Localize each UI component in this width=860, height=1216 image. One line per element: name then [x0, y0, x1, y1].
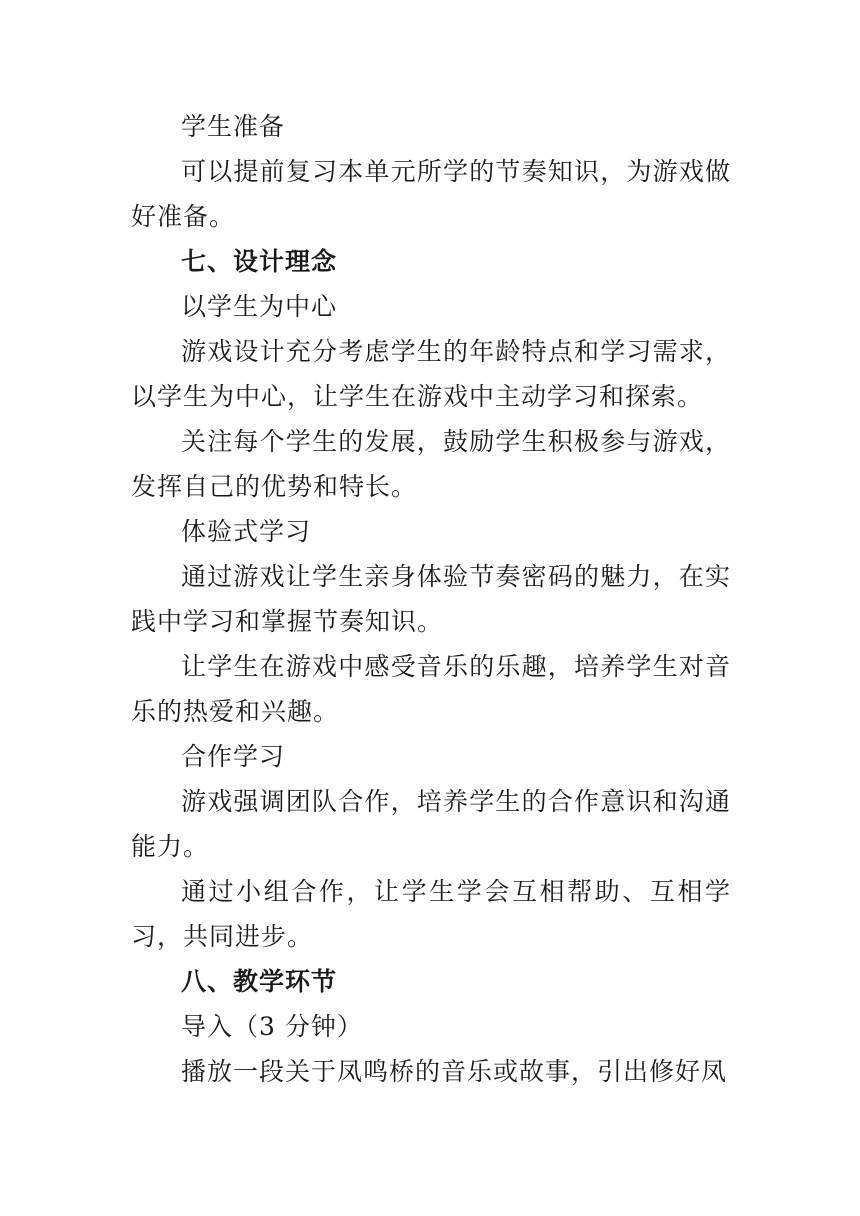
document-body [131, 104, 731, 1094]
body-paragraph: 播放一段关于凤鸣桥的音乐或故事，引出修好凤 [181, 1057, 728, 1086]
section-heading-design-concept: 七、设计理念 [181, 247, 338, 276]
subheading-introduction: 导入（3 分钟） [181, 1012, 363, 1041]
body-paragraph: 游戏设计充分考虑学生的年龄特点和学习需求，以学生为中心，让学生在游戏中主动学习和探索。 [131, 337, 731, 411]
body-paragraph: 关注每个学生的发展，鼓励学生积极参与游戏，发挥自己的优势和特长。 [131, 427, 731, 501]
body-paragraph: 游戏强调团队合作，培养学生的合作意识和沟通能力。 [131, 787, 731, 861]
subheading-student-centered: 以学生为中心 [181, 292, 338, 321]
section-heading-teaching-steps: 八、教学环节 [181, 967, 338, 996]
body-paragraph: 通过游戏让学生亲身体验节奏密码的魅力，在实践中学习和掌握节奏知识。 [131, 562, 731, 636]
body-paragraph: 可以提前复习本单元所学的节奏知识，为游戏做好准备。 [131, 157, 731, 231]
body-paragraph: 让学生在游戏中感受音乐的乐趣，培养学生对音乐的热爱和兴趣。 [131, 652, 731, 726]
subheading-student-prep: 学生准备 [181, 112, 286, 141]
subheading-cooperative-learning: 合作学习 [181, 742, 286, 771]
subheading-experiential-learning: 体验式学习 [181, 517, 312, 546]
body-paragraph: 通过小组合作，让学生学会互相帮助、互相学习，共同进步。 [131, 877, 731, 951]
